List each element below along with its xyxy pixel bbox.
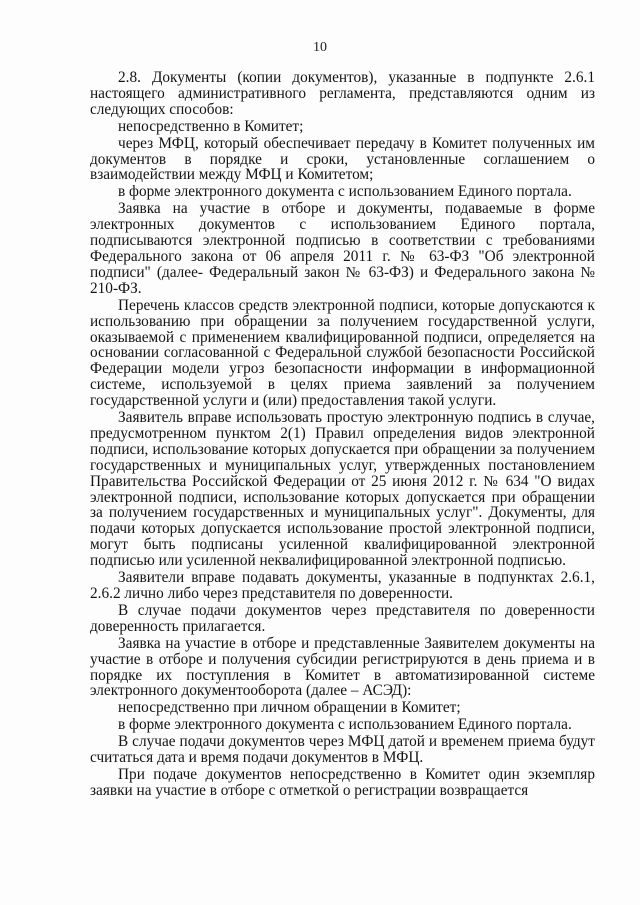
paragraph-registration-portal: в форме электронного документа с использованием Единого портала. xyxy=(118,716,572,734)
paragraph-signature-classes: Перечень классов средств электронной подписи, которые допускаются к использованию при обращении за получением государственной услуги, оказываемой с применением квалифицированной подписи, определяется на основании согласованной с Федеральной службой безопасности Российской Федерации модели угроз безопасности информации в информационной системе, используемой в целях приема заявлений за получением государственной услуги и (или) предоставления такой услуги. xyxy=(90,296,595,410)
paragraph-method-committee: непосредственно в Комитет; xyxy=(118,117,304,135)
paragraph-registration: Заявка на участие в отборе и представленные Заявителем документы на участие в отборе и получения субсидии регистрируются в день приема и в порядке их поступления в Комитет в автоматизированной системе электронного документооборота (далее – АСЭД): xyxy=(90,634,595,700)
paragraph-registration-personal: непосредственно при личном обращении в Комитет; xyxy=(118,699,461,717)
paragraph-power-of-attorney: В случае подачи документов через представителя по доверенности доверенность прилагается. xyxy=(90,601,595,635)
paragraph-2-8-intro: 2.8. Документы (копии документов), указанные в подпункте 2.6.1 настоящего административного регламента, представляются одним из следующих способов: xyxy=(90,69,595,118)
document-body xyxy=(90,70,595,799)
paragraph-method-mfc: через МФЦ, который обеспечивает передачу в Комитет полученных им документов в порядке и сроки, установленные соглашением о взаимодействии между МФЦ и Комитетом; xyxy=(90,134,595,184)
page-number: 10 xyxy=(313,40,327,55)
paragraph-method-portal: в форме электронного документа с использованием Единого портала. xyxy=(118,183,572,201)
paragraph-mfc-date: В случае подачи документов через МФЦ датой и временем приема будут считаться дата и время подачи документов в МФЦ. xyxy=(90,733,595,767)
paragraph-direct-submission: При подаче документов непосредственно в Комитет один экземпляр заявки на участие в отборе с отметкой о регистрации возвращается xyxy=(90,765,595,799)
paragraph-representative: Заявители вправе подавать документы, указанные в подпунктах 2.6.1, 2.6.2 лично либо через представителя по доверенности. xyxy=(90,569,595,602)
paragraph-simple-signature: Заявитель вправе использовать простую электронную подпись в случае, предусмотренном пунктом 2(1) Правил определения видов электронной подписи, использование которых допускается при обращении за получением государственных и муниципальных услуг, утвержденных постановлением Правительства Российской Федерации от 25 июня 2012 г. № 634 "О видах электронной подписи, использование которых допускается при обращении за получением государственных и муниципальных услуг". Документы, для подачи которых допускается использование простой электронной подписи, могут быть подписаны усиленной квалифицированной электронной подписью или усиленной неквалифицированной электронной подписью. xyxy=(90,409,595,570)
paragraph-electronic-signature: Заявка на участие в отборе и документы, подаваемые в форме электронных документов с использованием Единого портала, подписываются электронной подписью в соответствии с требованиями Федерального закона от 06 апреля 2011 г. № 63-ФЗ "Об электронной подписи" (далее- Федеральный закон № 63-ФЗ) и Федерального закона № 210-ФЗ. xyxy=(90,200,595,297)
